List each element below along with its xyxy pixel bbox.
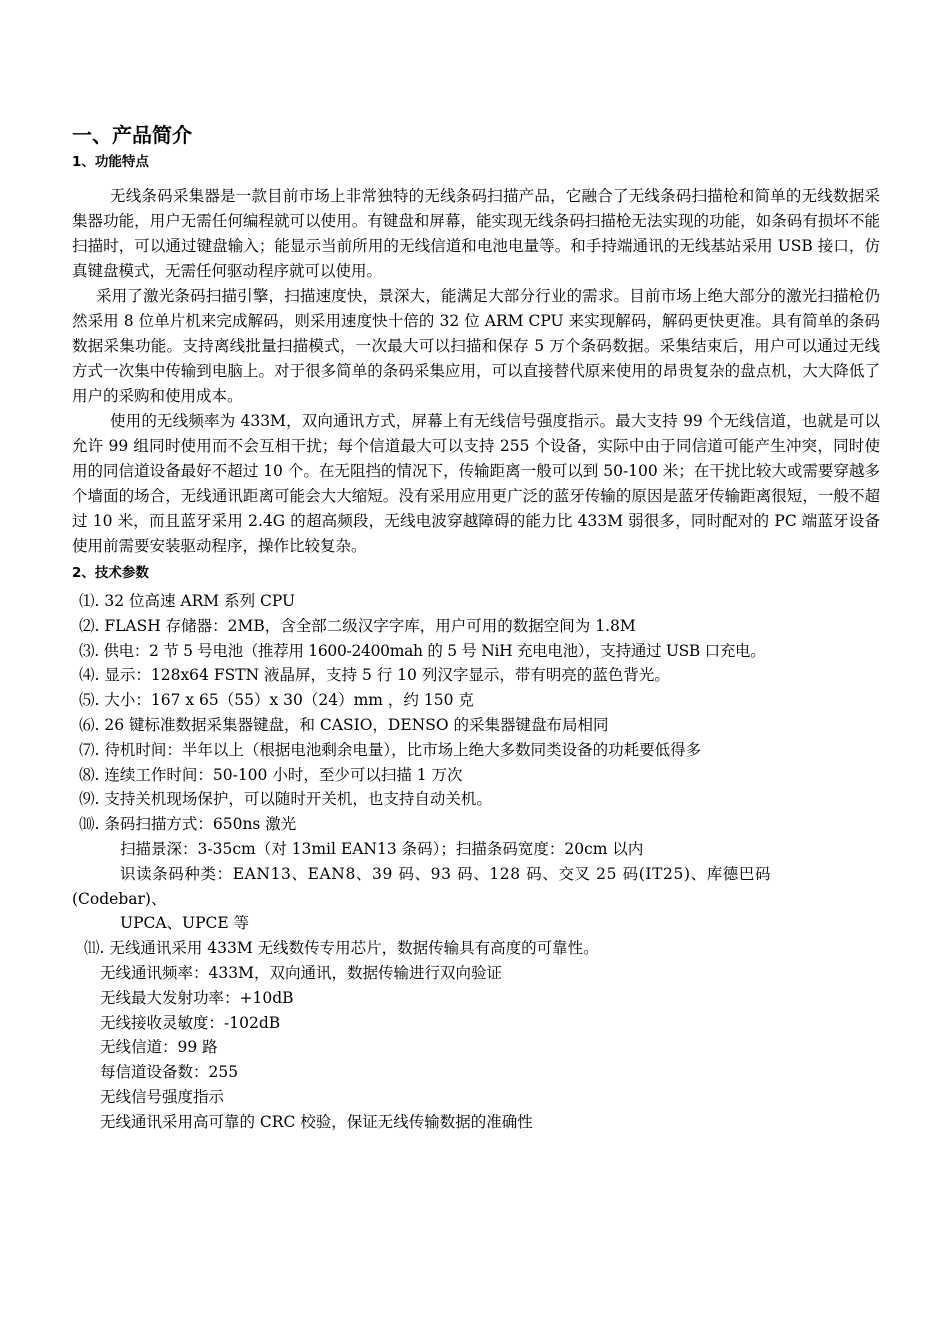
spec-item-keyboard: ⑹. 26 键标准数据采集器键盘，和 CASIO，DENSO 的采集器键盘布局相同 xyxy=(79,715,609,734)
wireless-paragraph: 使用的无线频率为 433M，双向通讯方式，屏幕上有无线信号强度指示。最大支持 99 个无线信道，也就是可以允许 99 组同时使用而不会互相干扰；每个信道最大可以支持 255 个设备，实际中由于同信道可能产生冲突，同时使用的同信道设备最好不超过 10 个。在无阻挡的情况下，传输距离一般可以到 50-100 米；在干扰比较大或需要穿越多个墙面的场合，无线通讯距离可能会大大缩短。没有采用应用更广泛的蓝牙传输的原因是蓝牙传输距离很短，一般不超过 10 米，而且蓝牙采用 2.4G 的超高频段，无线电波穿越障碍的能力比 433M 弱很多，同时配对的 PC 端蓝牙设备使用前需要安装驱动程序，操作比较复杂。 xyxy=(72,412,880,555)
spec-wireless-power: 无线最大发射功率：+10dB xyxy=(100,988,294,1007)
spec-item-power: ⑶. 供电：2 节 5 号电池（推荐用 1600-2400mah 的 5 号 NiH 充电电池），支持通过 USB 口充电。 xyxy=(79,641,766,660)
spec-wireless-crc: 无线通讯采用高可靠的 CRC 校验，保证无线传输数据的准确性 xyxy=(100,1112,533,1131)
spec-item-flash: ⑵. FLASH 存储器：2MB，含全部二级汉字字库，用户可用的数据空间为 1.8M xyxy=(79,616,636,635)
features-heading: 1、功能特点 xyxy=(72,154,149,170)
spec-barcode-types-cont: (Codebar)、 xyxy=(72,889,167,908)
spec-item-size: ⑸. 大小：167 x 65（55）x 30（24）mm ，约 150 克 xyxy=(79,691,474,710)
spec-item-standby: ⑺. 待机时间：半年以上（根据电池剩余电量），比市场上绝大多数同类设备的功耗要低得多 xyxy=(79,740,702,759)
section-title: 一、产品简介 xyxy=(72,123,192,147)
spec-item-worktime: ⑻. 连续工作时间：50-100 小时，至少可以扫描 1 万次 xyxy=(79,765,463,784)
spec-wireless-devices: 每信道设备数：255 xyxy=(100,1063,239,1082)
spec-barcode-types-upc: UPCA、UPCE 等 xyxy=(120,914,250,933)
spec-item-display: ⑷. 显示：128x64 FSTN 液晶屏，支持 5 行 10 列汉字显示，带有明亮的蓝色背光。 xyxy=(79,666,670,685)
spec-barcode-types: 识读条码种类：EAN13、EAN8、39 码、93 码、128 码、交叉 25 码(IT25)、库德巴码 xyxy=(120,864,772,883)
document-page xyxy=(72,120,880,1135)
spec-scan-depth: 扫描景深：3-35cm（对 13mil EAN13 条码）；扫描条码宽度：20cm 以内 xyxy=(120,839,644,858)
spec-wireless-signal: 无线信号强度指示 xyxy=(100,1087,225,1106)
spec-wireless-sensitivity: 无线接收灵敏度：-102dB xyxy=(100,1013,281,1032)
spec-item-scan-mode: ⑽. 条码扫描方式：650ns 激光 xyxy=(79,815,297,834)
spec-item-cpu: ⑴. 32 位高速 ARM 系列 CPU xyxy=(79,592,296,610)
spec-item-protection: ⑼. 支持关机现场保护，可以随时开关机，也支持自动关机。 xyxy=(79,790,492,809)
intro-paragraph: 无线条码采集器是一款目前市场上非常独特的无线条码扫描产品，它融合了无线条码扫描枪和简单的无线数据采集器功能，用户无需任何编程就可以使用。有键盘和屏幕，能实现无线条码扫描枪无法实现的功能，如条码有损坏不能扫描时，可以通过键盘输入；能显示当前所用的无线信道和电池电量等。和手持端通讯的无线基站采用 USB 接口，仿真键盘模式，无需任何驱动程序就可以使用。 xyxy=(72,187,880,280)
specs-heading: 2、技术参数 xyxy=(72,565,149,581)
spec-wireless-frequency: 无线通讯频率：433M，双向通讯，数据传输进行双向验证 xyxy=(100,963,502,982)
spec-item-wireless: ⑾. 无线通讯采用 433M 无线数传专用芯片，数据传输具有高度的可靠性。 xyxy=(84,939,599,958)
spec-wireless-channels: 无线信道：99 路 xyxy=(100,1038,218,1057)
spec-list xyxy=(72,589,880,1135)
laser-paragraph: 采用了激光条码扫描引擎，扫描速度快，景深大，能满足大部分行业的需求。目前市场上绝大部分的激光扫描枪仍然采用 8 位单片机来完成解码，则采用速度快十倍的 32 位 ARM CPU 来实现解码，解码更快更准。具有简单的条码数据采集功能。支持离线批量扫描模式，一次最大可以扫描和保存 5 万个条码数据。采集结束后，用户可以通过无线方式一次集中传输到电脑上。对于很多简单的条码采集应用，可以直接替代原来使用的昂贵复杂的盘点机，大大降低了用户的采购和使用成本。 xyxy=(72,287,880,405)
